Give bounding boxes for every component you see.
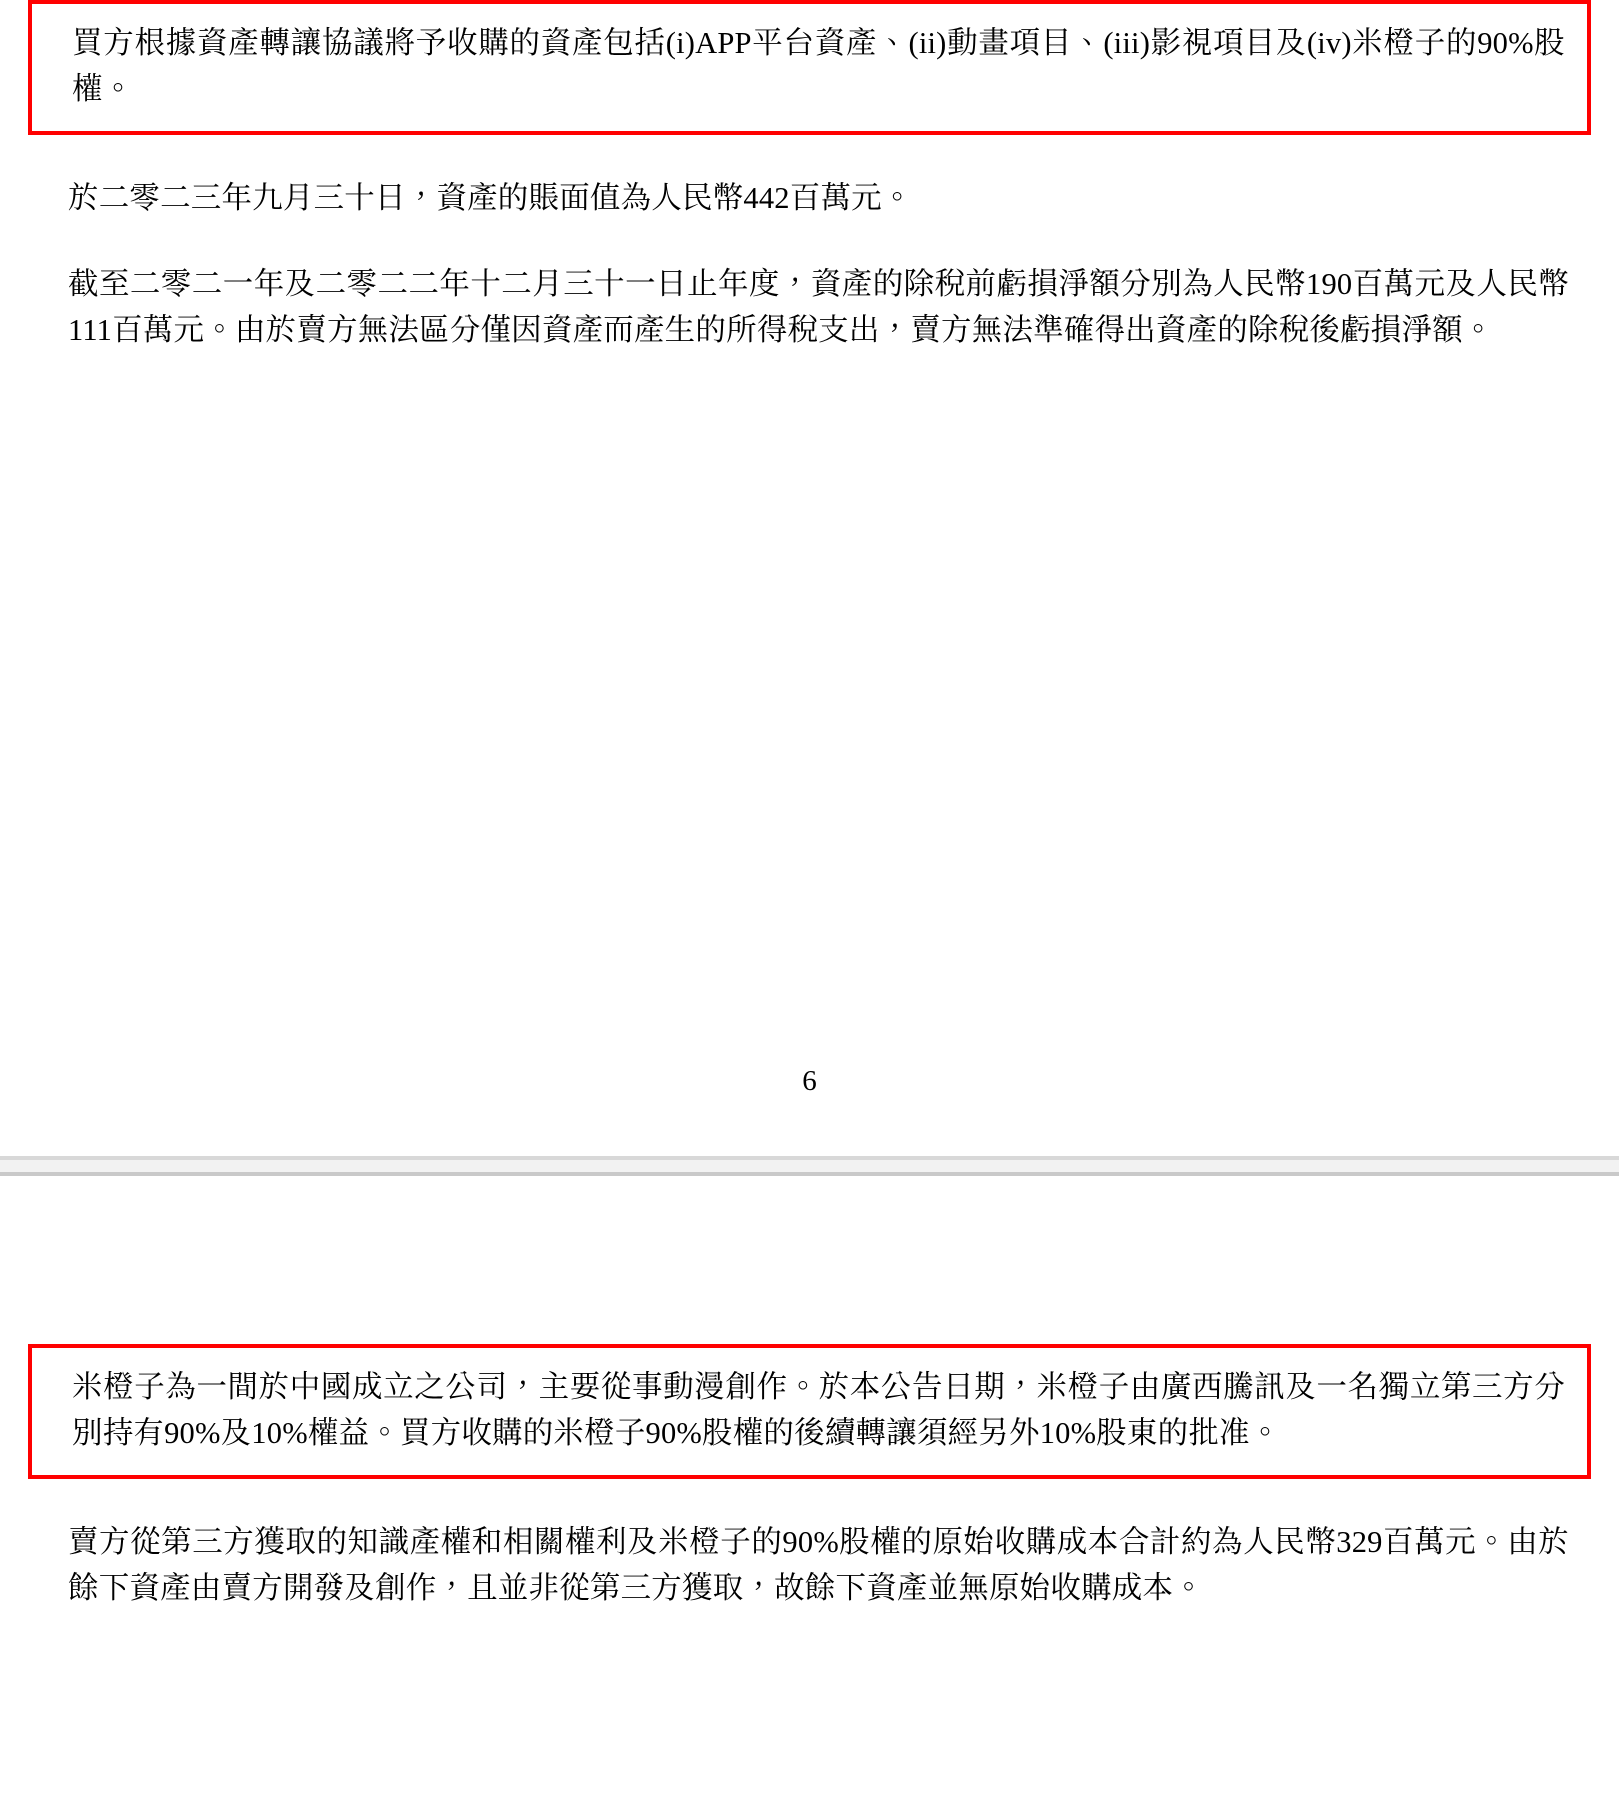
document-page-2 (0, 1196, 1619, 1651)
spacer (28, 221, 1591, 261)
paragraph-book-value (28, 175, 1591, 221)
paragraph-net-loss (28, 261, 1591, 354)
paragraph-text: 米橙子為一間於中國成立之公司，主要從事動漫創作。於本公告日期，米橙子由廣西騰訊及一名獨立第三方分別持有90%及10%權益。買方收購的米橙子90%股權的後續轉讓須經另外10%股東的批准。 (72, 1370, 1565, 1451)
paragraph-text: 截至二零二一年及二零二二年十二月三十一日止年度，資產的除稅前虧損淨額分別為人民幣190百萬元及人民幣111百萬元。由於賣方無法區分僅因資產而產生的所得稅支出，賣方無法準確得出資產的除稅後虧損淨額。 (68, 267, 1569, 348)
spacer (28, 1611, 1591, 1651)
paragraph-acquisition-cost (28, 1519, 1591, 1612)
spacer (28, 135, 1591, 175)
spacer (28, 1196, 1591, 1344)
highlighted-paragraph-mi-cheng-zi (28, 1344, 1591, 1479)
paragraph-text: 賣方從第三方獲取的知識產權和相關權利及米橙子的90%股權的原始收購成本合計約為人民幣329百萬元。由於餘下資產由賣方開發及創作，且並非從第三方獲取，故餘下資產並無原始收購成本。 (68, 1524, 1569, 1606)
spacer (28, 1479, 1591, 1519)
paragraph-text: 於二零二三年九月三十日，資產的賬面值為人民幣442百萬元。 (68, 180, 913, 215)
highlighted-paragraph-assets (28, 0, 1591, 135)
page-separator (0, 1150, 1619, 1196)
paragraph-text: 買方根據資產轉讓協議將予收購的資產包括(i)APP平台資產、(ii)動畫項目、(iii)影視項目及(iv)米橙子的90%股權。 (72, 26, 1565, 107)
page-number: 6 (802, 1065, 817, 1097)
